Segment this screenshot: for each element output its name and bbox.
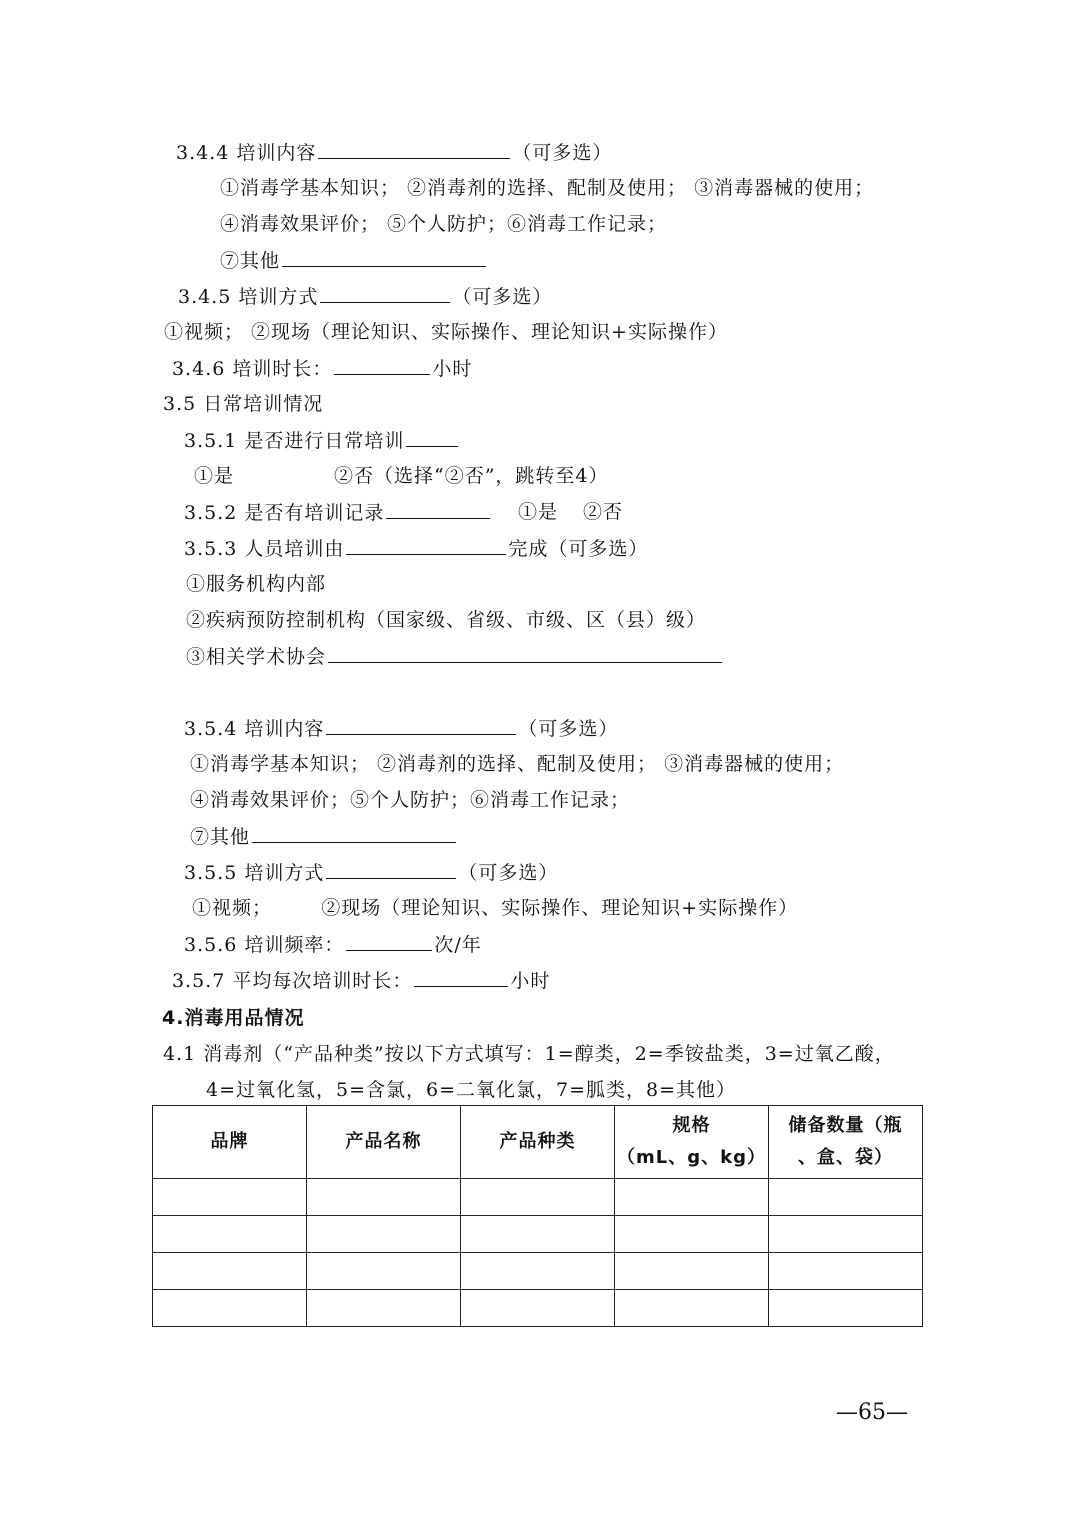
col-header-stock-qty: 储备数量（瓶 、盒、袋） xyxy=(769,1106,923,1179)
table-cell[interactable] xyxy=(615,1290,769,1327)
q-3-4-4-other-blank[interactable] xyxy=(282,248,486,267)
q-3-5-4 xyxy=(184,716,618,741)
table-row xyxy=(153,1179,923,1216)
table-cell[interactable] xyxy=(153,1290,307,1327)
q-3-5-7 xyxy=(172,968,550,993)
q-3-5-1 xyxy=(184,428,460,453)
q-3-5-3-opt-3 xyxy=(186,644,724,669)
q-3-5-7-label: 3.5.7 平均每次培训时长： xyxy=(172,970,413,992)
table-cell[interactable] xyxy=(769,1216,923,1253)
q-3-4-6-unit: 小时 xyxy=(432,358,473,380)
q-3-5-4-suffix: （可多选） xyxy=(518,718,619,740)
table-cell[interactable] xyxy=(461,1179,615,1216)
q-3-5-2-opt-yes: ①是 xyxy=(518,501,559,523)
q-3-5-4-options-1: ①消毒学基本知识； ②消毒剂的选择、配制及使用； ③消毒器械的使用； xyxy=(190,753,845,775)
q-3-4-6 xyxy=(172,356,472,381)
disinfectant-table xyxy=(152,1105,923,1327)
table-cell[interactable] xyxy=(461,1290,615,1327)
table-cell[interactable] xyxy=(769,1290,923,1327)
table-cell[interactable] xyxy=(307,1290,461,1327)
q-3-5-1-opt-no: ②否（选择“②否”，跳转至4） xyxy=(334,465,609,487)
q-3-5-2 xyxy=(184,500,492,525)
q-3-5-6-label: 3.5.6 培训频率： xyxy=(184,934,345,956)
q-3-5-6-blank[interactable] xyxy=(346,932,432,951)
q-3-5-3-blank[interactable] xyxy=(346,536,506,555)
q-3-5-3-opt-2: ②疾病预防控制机构（国家级、省级、市级、区（县）级） xyxy=(186,609,707,631)
q-3-5-5-options: ①视频； ②现场（理论知识、实际操作、理论知识+实际操作） xyxy=(192,897,799,919)
q-3-4-5-options: ①视频； ②现场（理论知识、实际操作、理论知识+实际操作） xyxy=(164,321,728,343)
q-3-4-4 xyxy=(176,140,612,165)
table-cell[interactable] xyxy=(461,1253,615,1290)
col-header-product-type: 产品种类 xyxy=(461,1106,615,1179)
section-4-1-intro-2: 4=过氧化氢，5=含氯，6=二氧化氯，7=胍类，8=其他） xyxy=(206,1079,737,1101)
q-3-4-4-label: 3.4.4 培训内容 xyxy=(176,142,317,164)
q-3-5-5-blank[interactable] xyxy=(326,860,456,879)
q-3-4-4-options-1: ①消毒学基本知识； ②消毒剂的选择、配制及使用； ③消毒器械的使用； xyxy=(220,177,875,199)
col-header-product-name: 产品名称 xyxy=(307,1106,461,1179)
q-3-5-4-other xyxy=(190,824,458,849)
q-3-5-1-blank[interactable] xyxy=(406,428,458,447)
table-cell[interactable] xyxy=(769,1253,923,1290)
q-3-5-3-opt-1: ①服务机构内部 xyxy=(186,573,327,595)
table-cell[interactable] xyxy=(615,1253,769,1290)
q-3-5-6 xyxy=(184,932,482,957)
table-cell[interactable] xyxy=(769,1179,923,1216)
q-3-5-7-unit: 小时 xyxy=(510,970,551,992)
q-3-5-3-label: 3.5.3 人员培训由 xyxy=(184,538,345,560)
table-cell[interactable] xyxy=(307,1179,461,1216)
q-3-5-3-opt-3-blank[interactable] xyxy=(328,644,722,663)
q-3-5-2-label: 3.5.2 是否有培训记录 xyxy=(184,502,385,524)
table-cell[interactable] xyxy=(153,1253,307,1290)
section-4-1-intro-1: 4.1 消毒剂（“产品种类”按以下方式填写：1=醇类，2=季铵盐类，3=过氧乙酸， xyxy=(163,1043,895,1065)
table-cell[interactable] xyxy=(615,1179,769,1216)
q-3-4-4-other xyxy=(220,248,488,273)
q-3-4-5-blank[interactable] xyxy=(320,284,450,303)
q-3-5-7-blank[interactable] xyxy=(414,968,508,987)
q-3-5-3 xyxy=(184,536,648,561)
table-cell[interactable] xyxy=(307,1216,461,1253)
q-3-5-5 xyxy=(184,860,558,885)
q-3-4-5 xyxy=(178,284,552,309)
page-number: —65— xyxy=(836,1400,908,1425)
q-3-4-6-blank[interactable] xyxy=(334,356,430,375)
table-row xyxy=(153,1253,923,1290)
q-3-4-5-label: 3.4.5 培训方式 xyxy=(178,286,319,308)
q-3-5-5-label: 3.5.5 培训方式 xyxy=(184,862,325,884)
table-cell[interactable] xyxy=(153,1216,307,1253)
table-cell[interactable] xyxy=(615,1216,769,1253)
table-cell[interactable] xyxy=(153,1179,307,1216)
table-row xyxy=(153,1290,923,1327)
q-3-5-4-other-blank[interactable] xyxy=(252,824,456,843)
table-cell[interactable] xyxy=(461,1216,615,1253)
section-3-5-heading: 3.5 日常培训情况 xyxy=(163,393,324,415)
table-header-row xyxy=(153,1106,923,1179)
q-3-4-4-other-label: ⑦其他 xyxy=(220,250,281,272)
q-3-5-3-opt-3-label: ③相关学术协会 xyxy=(186,646,327,668)
q-3-5-5-suffix: （可多选） xyxy=(458,862,559,884)
section-4-heading: 4.消毒用品情况 xyxy=(162,1007,305,1029)
q-3-5-4-label: 3.5.4 培训内容 xyxy=(184,718,325,740)
q-3-5-1-opt-yes: ①是 xyxy=(194,465,235,487)
q-3-5-2-opt-no: ②否 xyxy=(583,501,624,523)
table-cell[interactable] xyxy=(307,1253,461,1290)
q-3-5-1-label: 3.5.1 是否进行日常培训 xyxy=(184,430,405,452)
q-3-5-6-unit: 次/年 xyxy=(434,934,482,956)
q-3-5-3-suffix: 完成（可多选） xyxy=(508,538,649,560)
q-3-4-4-suffix: （可多选） xyxy=(512,142,613,164)
q-3-4-4-blank[interactable] xyxy=(318,140,510,159)
col-header-brand: 品牌 xyxy=(153,1106,307,1179)
q-3-5-4-other-label: ⑦其他 xyxy=(190,826,251,848)
q-3-4-4-options-2: ④消毒效果评价； ⑤个人防护；⑥消毒工作记录； xyxy=(220,213,668,235)
q-3-4-5-suffix: （可多选） xyxy=(452,286,553,308)
q-3-5-2-blank[interactable] xyxy=(386,500,490,519)
q-3-4-6-label: 3.4.6 培训时长： xyxy=(172,358,333,380)
q-3-5-4-options-2: ④消毒效果评价；⑤个人防护；⑥消毒工作记录； xyxy=(190,789,631,811)
col-header-spec: 规格 （mL、g、kg） xyxy=(615,1106,769,1179)
q-3-5-4-blank[interactable] xyxy=(326,716,516,735)
table-row xyxy=(153,1216,923,1253)
